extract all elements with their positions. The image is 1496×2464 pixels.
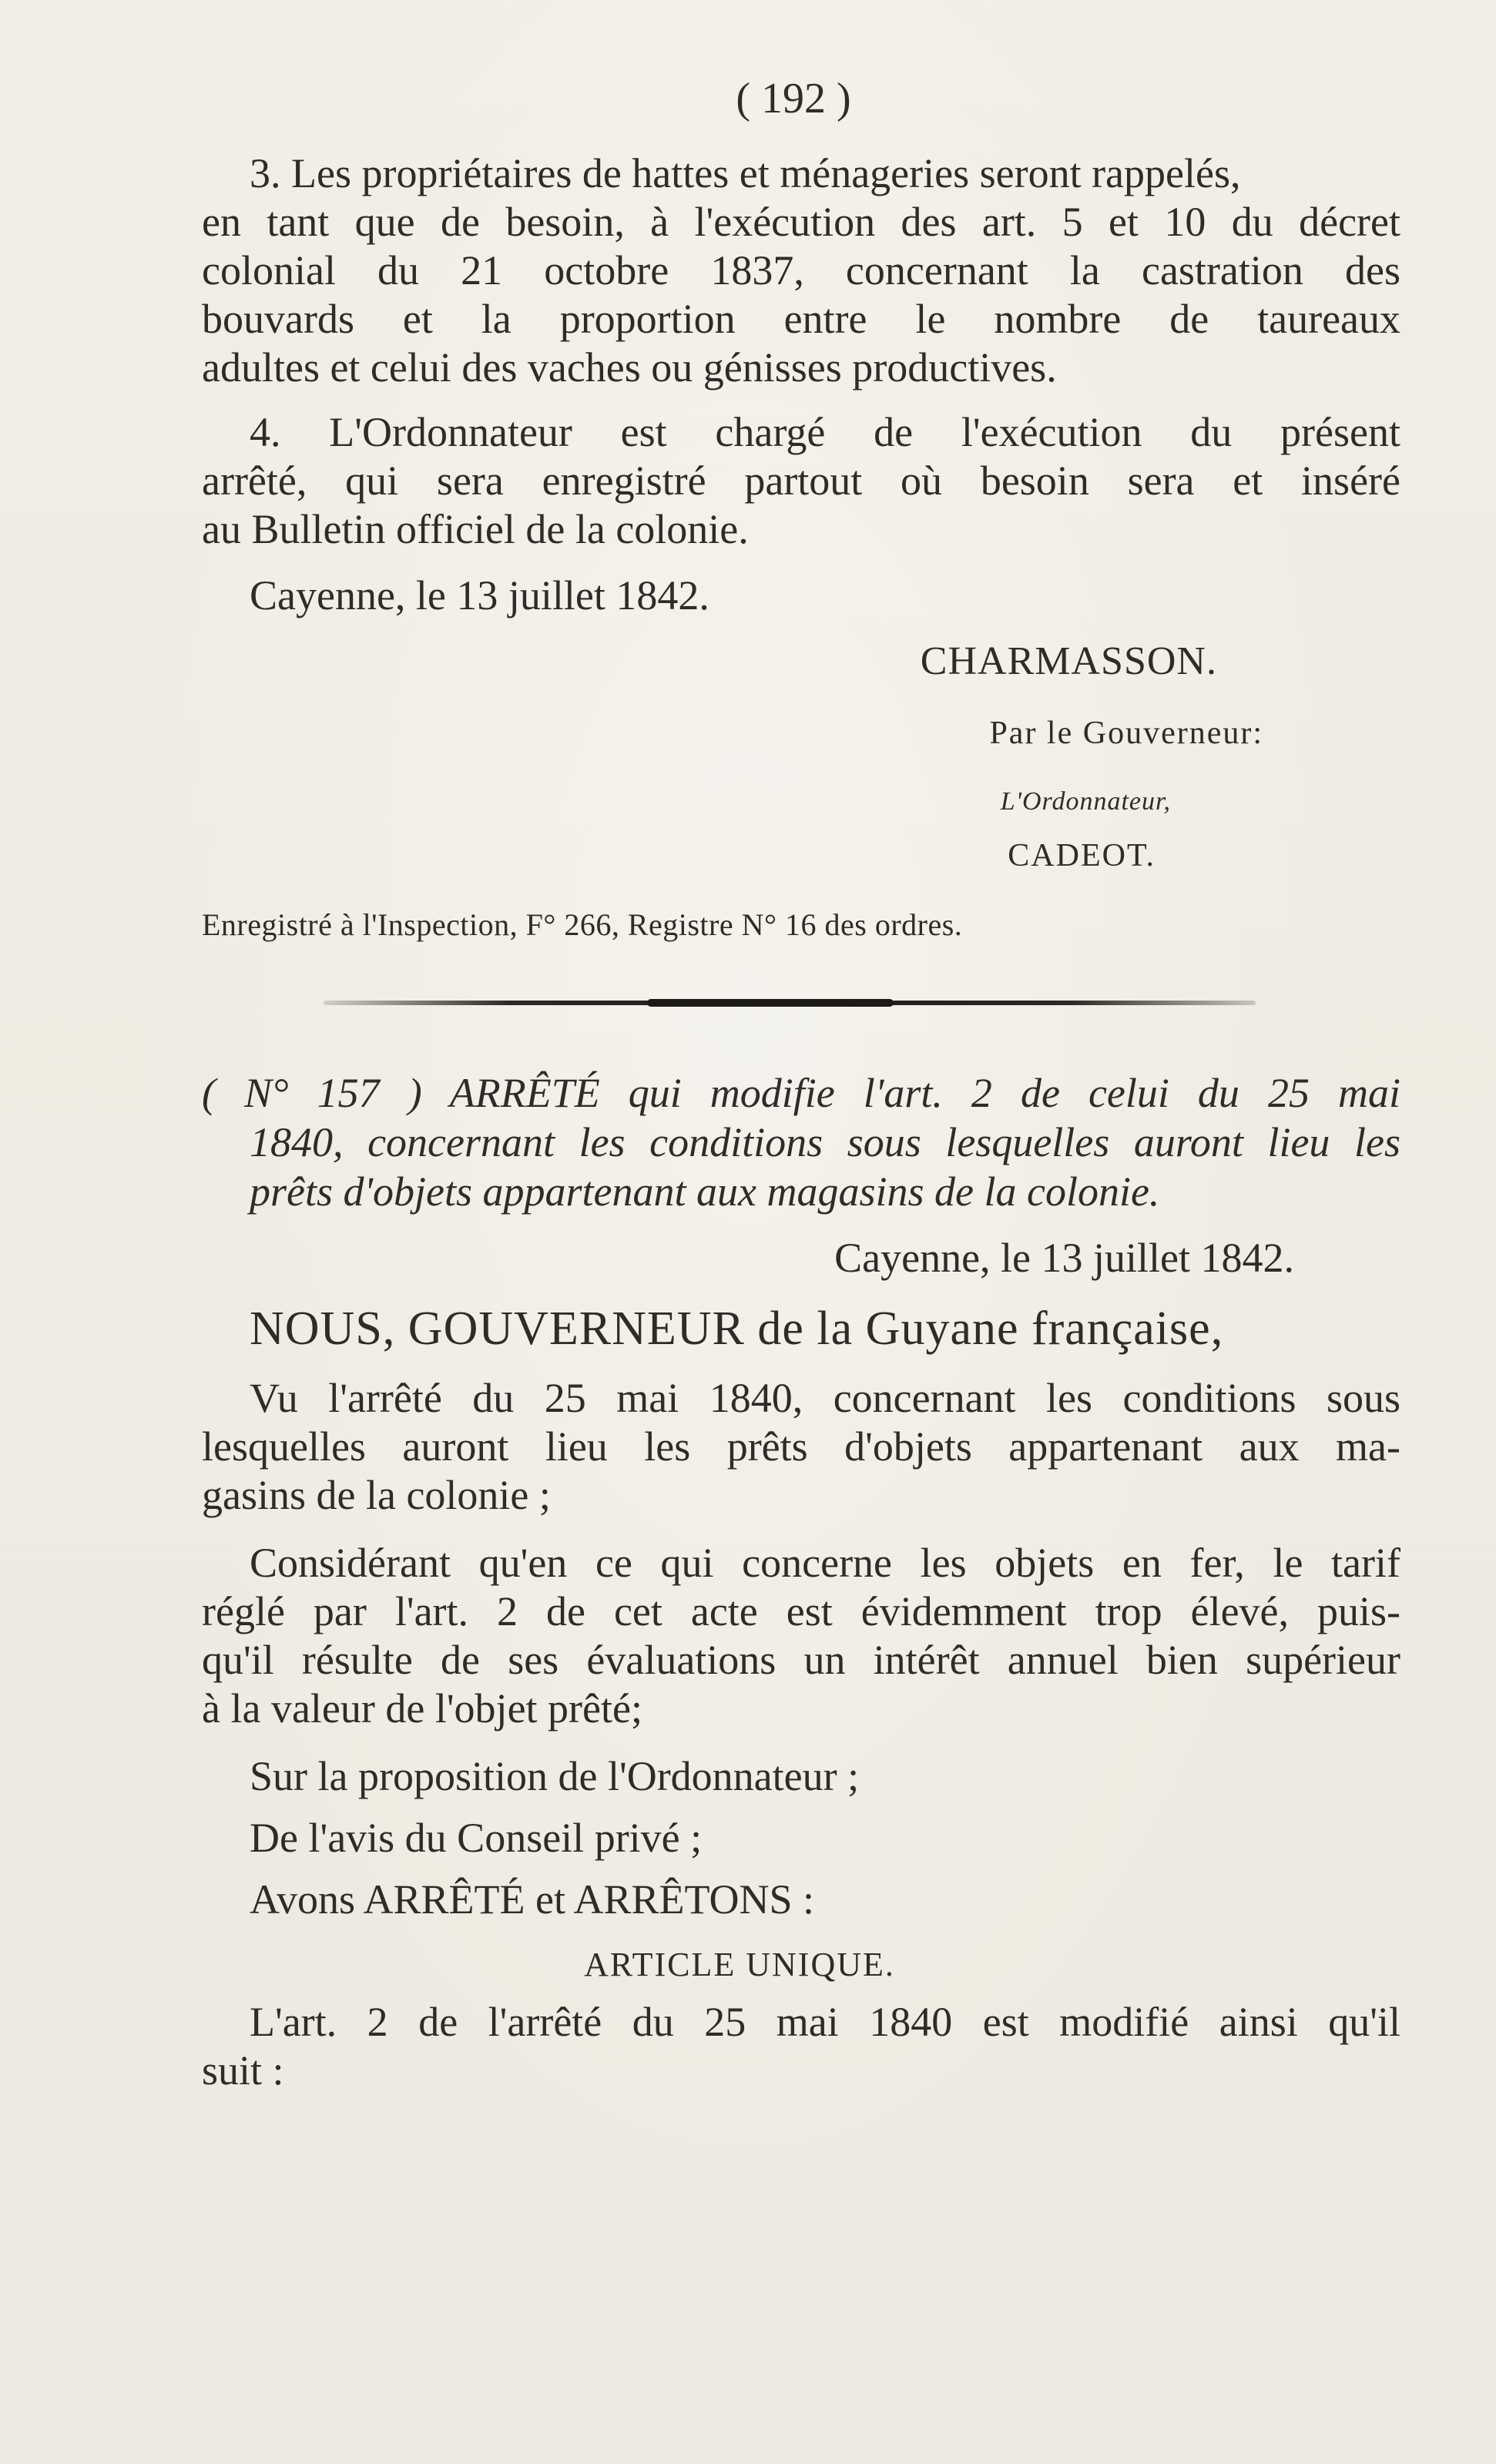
article-4-line-1: 4. L'Ordonnateur est chargé de l'exécution du présent [250, 409, 1400, 455]
signature-signer: CADEOT. [1008, 838, 1156, 873]
section-divider [324, 1001, 1256, 1005]
article-3-line-2: en tant que de besoin, à l'exécution des art. 5 et 10 du décret [202, 199, 1400, 245]
dateline-1: Cayenne, le 13 juillet 1842. [250, 572, 709, 619]
dateline-2: Cayenne, le 13 juillet 1842. [834, 1235, 1294, 1281]
sur-line: Sur la proposition de l'Ordonnateur ; [250, 1753, 860, 1799]
article-4-line-2: arrêté, qui sera enregistré partout où besoin sera et inséré [202, 458, 1400, 504]
arrete-title-line-3: prêts d'objets appartenant aux magasins de la colonie. [250, 1168, 1160, 1215]
de-lavis-line: De l'avis du Conseil privé ; [250, 1815, 703, 1861]
considerant-line-3: qu'il résulte de ses évaluations un intérêt annuel bien supérieur [202, 1637, 1400, 1683]
vu-line-3: gasins de la colonie ; [202, 1472, 551, 1518]
article-3-line-1: 3. Les propriétaires de hattes et ménageries seront rappelés, [250, 150, 1241, 196]
considerant-line-2: réglé par l'art. 2 de cet acte est évidemment trop élevé, puis- [202, 1588, 1400, 1634]
arrete-title-line-1: ( N° 157 ) ARRÊTÉ qui modifie l'art. 2 de celui du 25 mai [202, 1070, 1400, 1116]
page-number: ( 192 ) [736, 75, 851, 122]
article-3-line-4: bouvards et la proportion entre le nombre de taureaux [202, 296, 1400, 342]
signature-name: CHARMASSON. [920, 639, 1217, 683]
registration-line: Enregistré à l'Inspection, F° 266, Registre N° 16 des ordres. [202, 907, 963, 942]
final-line-2: suit : [202, 2047, 284, 2094]
signature-role: L'Ordonnateur, [1000, 787, 1171, 816]
signature-par-le: Par le Gouverneur: [989, 716, 1263, 751]
article-3-line-3: colonial du 21 octobre 1837, concernant la castration des [202, 247, 1400, 293]
avons-line: Avons ARRÊTÉ et ARRÊTONS : [250, 1876, 815, 1923]
nous-heading: NOUS, GOUVERNEUR de la Guyane française, [250, 1302, 1224, 1355]
article-unique-heading: ARTICLE UNIQUE. [584, 1946, 895, 1983]
arrete-title-line-2: 1840, concernant les conditions sous lesquelles auront lieu les [250, 1119, 1400, 1165]
vu-line-2: lesquelles auront lieu les prêts d'objets appartenant aux ma- [202, 1423, 1400, 1470]
vu-line-1: Vu l'arrêté du 25 mai 1840, concernant les conditions sous [250, 1375, 1400, 1421]
article-4-line-3: au Bulletin officiel de la colonie. [202, 506, 749, 552]
considerant-line-4: à la valeur de l'objet prêté; [202, 1685, 642, 1732]
article-3-line-5: adultes et celui des vaches ou génisses productives. [202, 344, 1057, 391]
considerant-line-1: Considérant qu'en ce qui concerne les objets en fer, le tarif [250, 1540, 1400, 1586]
final-line-1: L'art. 2 de l'arrêté du 25 mai 1840 est modifié ainsi qu'il [250, 1999, 1400, 2045]
